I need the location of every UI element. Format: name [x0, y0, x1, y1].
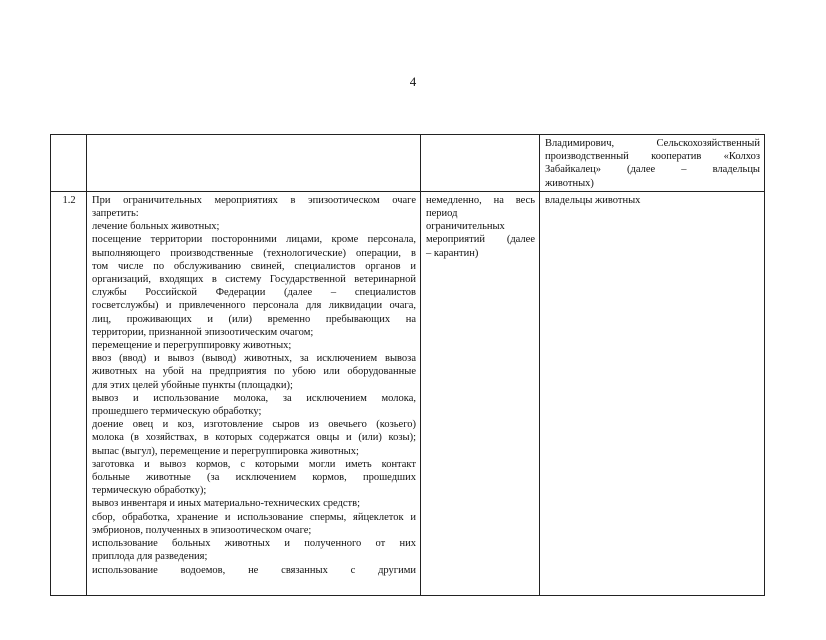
cell-measure — [87, 191, 421, 595]
text-line: перемещение и перегруппировку животных; — [92, 340, 292, 352]
text-line: животных на убой на предприятия по убою или оборудованные — [92, 366, 416, 378]
text-line: использование больных животных и полученного от них — [92, 538, 416, 550]
text-line: молока (в хозяйствах, в которых содержатся овцы и (или) козы); — [92, 432, 416, 444]
text-line: службы Российской Федерации (далее – специалистов — [92, 287, 416, 299]
text-line: немедленно, на весь — [426, 194, 535, 206]
text-line: доение овец и коз, изготовление сыров из овечьего (козьего) — [92, 419, 416, 431]
text-line: использование водоемов, не связанных с другими — [92, 564, 416, 576]
text-line: эмбрионов, полученных в эпизоотическом очаге; — [92, 524, 312, 536]
text-line: больные животные (за исключением кормов, прошедших — [92, 472, 416, 484]
text-line: мероприятий (далее — [426, 234, 535, 246]
cell-number: 1.2 — [51, 191, 87, 595]
text-line: выпас (выгул), перемещение и перегруппировка животных; — [92, 445, 359, 457]
text-line: для этих целей убойные пункты (площадки); — [92, 379, 293, 391]
table-row — [51, 135, 765, 192]
text-line: ограничительных — [426, 221, 505, 233]
text-line: период — [426, 208, 458, 220]
text-line: Забайкалец» (далее – владельцы — [545, 164, 760, 176]
cell-responsible: владельцы животных — [540, 191, 765, 595]
text-line: вывоз инвентаря и иных материально-технических средств; — [92, 498, 361, 510]
text-line: сбор, обработка, хранение и использование спермы, яйцеклеток и — [92, 511, 416, 523]
text-line: термическую обработку); — [92, 485, 207, 497]
text-line: лечение больных животных; — [92, 221, 220, 233]
text-line: запретить: — [92, 208, 139, 220]
text-line: том числе по обслуживанию свиней, специалистов органов и — [92, 260, 416, 272]
text-line: При ограничительных мероприятиях в эпизоотическом очаге — [92, 194, 416, 206]
text-line: прошедшего термическую обработку; — [92, 406, 262, 418]
cell-measure — [87, 135, 421, 192]
text-line: выполняющего производственные (технологические) операции, в — [92, 247, 416, 259]
table-row — [51, 191, 765, 595]
text-line: вывоз и использование молока, за исключением молока, — [92, 392, 416, 404]
text-line: ввоз (ввод) и вывоз (вывод) животных, за исключением вывоза — [92, 353, 416, 365]
text-line: приплода для разведения; — [92, 551, 208, 563]
text-line: заготовка и вывоз кормов, с которыми могли иметь контакт — [92, 458, 416, 470]
measures-table — [50, 134, 765, 596]
text-line: Владимирович, Сельскохозяйственный — [545, 138, 760, 149]
text-line: – карантин) — [426, 247, 479, 259]
text-line: посещение территории посторонними лицами, кроме персонала, — [92, 234, 416, 246]
text-line: госветслужбы) и привлеченного персонала для ликвидации очага, — [92, 300, 416, 312]
cell-number — [51, 135, 87, 192]
text-line: территории, признанной эпизоотическим очагом; — [92, 326, 314, 338]
cell-term — [421, 135, 540, 192]
text-line: животных) — [545, 177, 594, 189]
text-line: организаций, входящих в систему Государственной ветеринарной — [92, 274, 416, 286]
cell-responsible — [540, 135, 765, 192]
cell-term — [421, 191, 540, 595]
text-line: производственный кооператив «Колхоз — [545, 151, 760, 163]
text-line: лиц, проживающих и (или) временно пребывающих на — [92, 313, 416, 325]
page-number: 4 — [409, 74, 417, 89]
